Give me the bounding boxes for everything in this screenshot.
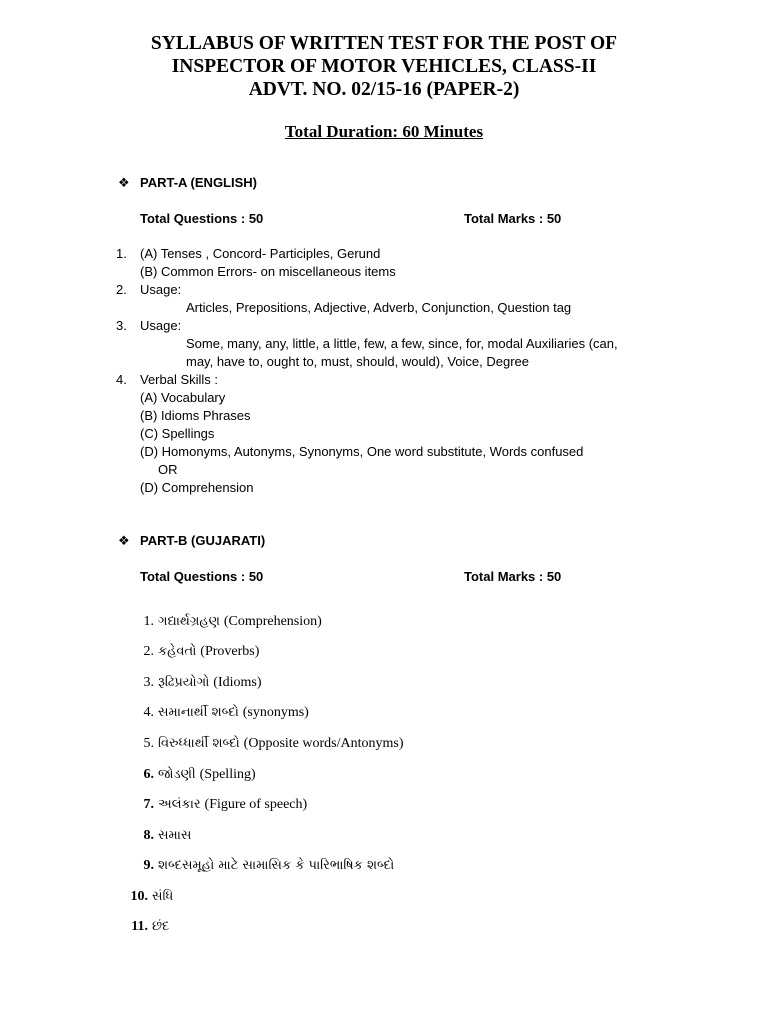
- part-b-item-number: 4.: [143, 705, 154, 720]
- part-b-item-gujarati: સમાસ: [158, 828, 192, 843]
- part-b-item-english: (synonyms): [242, 705, 309, 720]
- part-a-item-text: Usage:: [140, 282, 182, 297]
- part-b-item-gujarati: છંદ: [152, 919, 170, 934]
- part-a-item-number: 3.: [116, 318, 127, 333]
- part-b-item-number: 2.: [143, 644, 154, 659]
- part-a-heading-text: PART-A (ENGLISH): [140, 175, 257, 190]
- part-b-item: [134, 734, 404, 752]
- part-a-item-text: (D) Comprehension: [140, 480, 254, 495]
- part-b-item-number: 8.: [143, 828, 154, 843]
- part-a-totals: [140, 211, 568, 226]
- part-b-item-gujarati: ગદ્યાર્થગ્રહણ: [158, 614, 220, 629]
- part-b-item-english: (Figure of speech): [204, 797, 308, 812]
- part-b-item-english: (Proverbs): [200, 644, 260, 659]
- part-b-total-questions: Total Questions : 50: [140, 569, 264, 584]
- part-a-item-text: Verbal Skills :: [140, 372, 219, 387]
- part-a-item-text: may, have to, ought to, must, should, would), Voice, Degree: [186, 354, 530, 369]
- part-b-heading: [118, 533, 265, 549]
- part-b-item-number: 9.: [143, 858, 154, 873]
- part-a-item-text: Usage:: [140, 318, 182, 333]
- part-b-item-gujarati: જોડણી: [158, 767, 196, 782]
- part-a-total-marks: Total Marks : 50: [464, 211, 562, 226]
- part-b-item-gujarati: વિરુધ્ધાર્થી શબ્દો: [158, 736, 240, 751]
- part-b-item-gujarati: રૂઢિપ્રયોગો: [158, 675, 210, 690]
- part-b-item-number: 6.: [143, 767, 154, 782]
- part-b-item: [134, 795, 307, 813]
- part-a-item-number: 4.: [116, 372, 127, 387]
- part-a-item-text: (B) Idioms Phrases: [140, 408, 251, 423]
- part-b-item-english: (Spelling): [199, 767, 256, 782]
- part-b-total-marks: Total Marks : 50: [464, 569, 562, 584]
- part-b-item: [134, 612, 322, 630]
- part-b-item-english: (Idioms): [213, 675, 262, 690]
- part-b-item-english: (Opposite words/Antonyms): [243, 736, 404, 751]
- part-a-heading: [118, 175, 257, 191]
- part-b-item-number: 1.: [143, 614, 154, 629]
- part-b-item: [134, 642, 259, 660]
- part-b-item: [134, 826, 191, 844]
- part-b-item-number: 3.: [143, 675, 154, 690]
- part-b-item-gujarati: અલંકાર: [158, 797, 201, 812]
- part-b-item: [134, 703, 309, 721]
- part-a-item-text: (C) Spellings: [140, 426, 215, 441]
- part-b-item: [134, 673, 262, 691]
- part-a-item-text: OR: [158, 462, 178, 477]
- part-b-heading-text: PART-B (GUJARATI): [140, 533, 266, 548]
- part-b-item-number: 10.: [130, 889, 148, 904]
- title-line-3: ADVT. NO. 02/15-16 (PAPER-2): [248, 79, 520, 100]
- part-b-item: [134, 765, 256, 783]
- part-a-item-text: (D) Homonyms, Autonyms, Synonyms, One word substitute, Words confused: [140, 444, 584, 459]
- part-b-item-number: 7.: [143, 797, 154, 812]
- part-b-item: [128, 917, 169, 935]
- diamond-bullet-icon: ❖: [118, 533, 130, 548]
- part-b-item-gujarati: સમાનાર્થી શબ્દો: [158, 705, 239, 720]
- part-b-item-number: 5.: [143, 736, 154, 751]
- part-a-item-number: 2.: [116, 282, 127, 297]
- part-b-item-gujarati: શબ્દસમૂહો માટે સામાસિક કે પારિભાષિક શબ્દો: [158, 858, 395, 873]
- part-b-totals: [140, 569, 568, 584]
- part-a-item-text: (A) Vocabulary: [140, 390, 226, 405]
- part-b-item: [134, 856, 394, 874]
- part-a-item-text: (B) Common Errors- on miscellaneous items: [140, 264, 396, 279]
- part-a-total-questions: Total Questions : 50: [140, 211, 264, 226]
- part-a-item-text: Some, many, any, little, a little, few, a few, since, for, modal Auxiliaries (can,: [186, 336, 618, 351]
- title-line-2: INSPECTOR OF MOTOR VEHICLES, CLASS-II: [171, 56, 597, 77]
- title-line-1: SYLLABUS OF WRITTEN TEST FOR THE POST OF: [150, 33, 618, 54]
- part-b-item: [128, 887, 173, 905]
- diamond-bullet-icon: ❖: [118, 175, 130, 190]
- part-b-item-number: 11.: [131, 919, 148, 934]
- part-b-item-english: (Comprehension): [223, 614, 322, 629]
- part-a-item-text: (A) Tenses , Concord- Participles, Gerund: [140, 246, 381, 261]
- part-a-item-number: 1.: [116, 246, 127, 261]
- part-a-item-text: Articles, Prepositions, Adjective, Adverb, Conjunction, Question tag: [186, 300, 572, 315]
- part-b-item-gujarati: કહેવતો: [158, 644, 197, 659]
- total-duration: Total Duration: 60 Minutes: [284, 122, 484, 141]
- part-b-item-gujarati: સંધિ: [152, 889, 174, 904]
